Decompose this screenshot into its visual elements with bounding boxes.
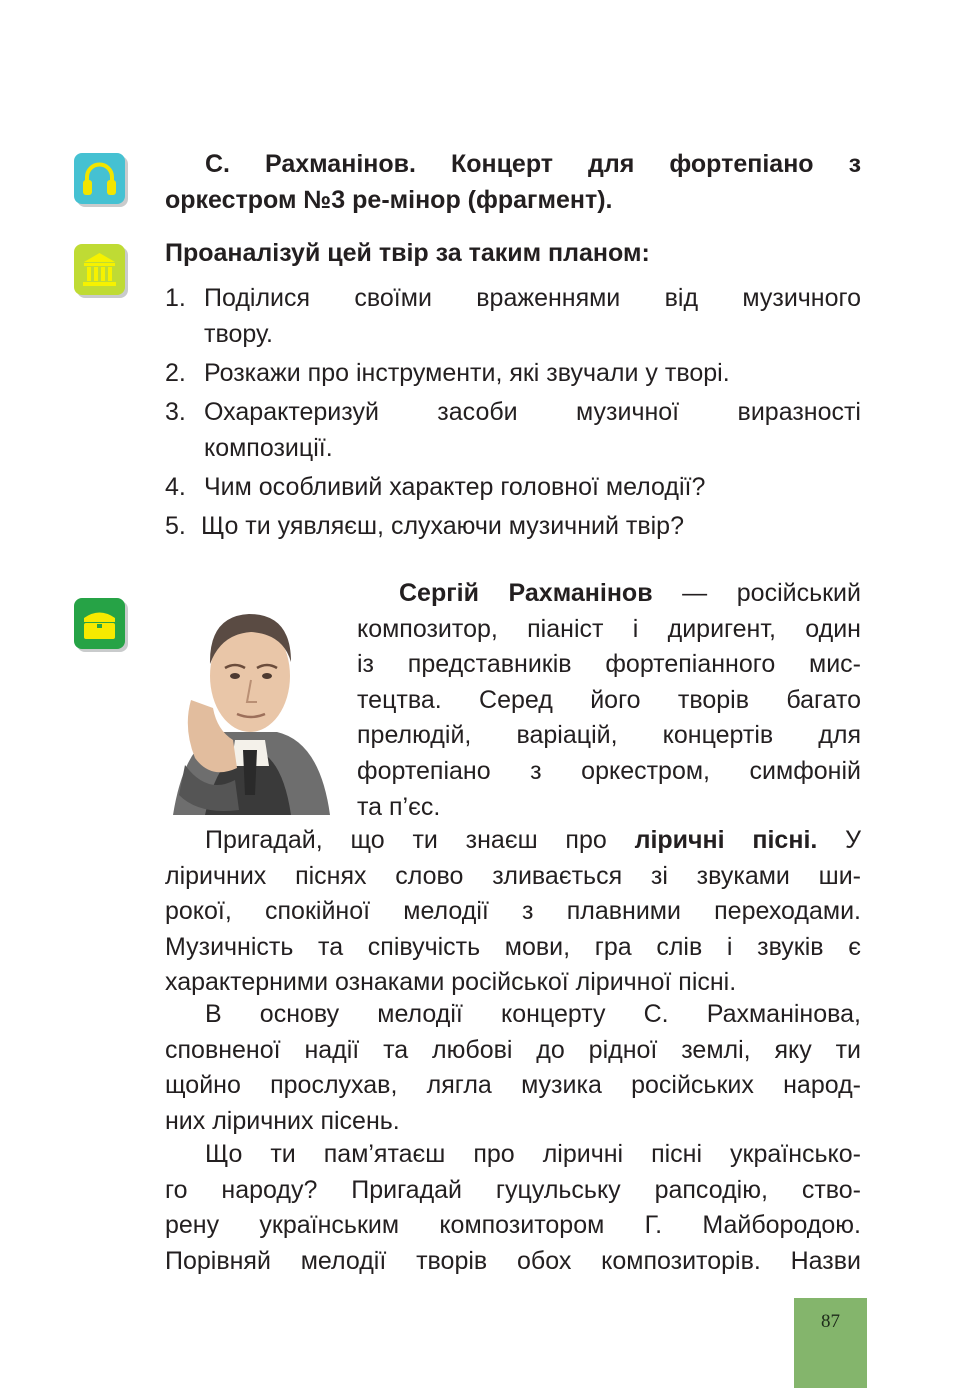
para2-line: В основу мелодії концерту С. Рахманінова, xyxy=(205,1000,861,1028)
list-item xyxy=(165,469,861,505)
para1-line: характерними ознаками російської ліричної пісні. xyxy=(165,968,737,997)
listening-heading xyxy=(165,146,861,218)
para1-line: Музичність та співучість мови, гра слів і звуків є xyxy=(165,932,861,961)
bio-line: прелюдій, варіацій, концертів для xyxy=(357,721,861,750)
heading-line-2: оркестром №3 ре-мінор (фрагмент). xyxy=(165,186,613,214)
item-number: 4. xyxy=(165,473,186,501)
para1-line-1 xyxy=(165,823,861,859)
lyrical-songs-term: ліричні пісні. xyxy=(634,826,818,854)
para3-line: Порівняй мелодії творів обох композиторів. Назви xyxy=(165,1246,861,1275)
page-number-box xyxy=(794,1298,867,1388)
list-item xyxy=(165,508,861,544)
paragraph-concert-melody xyxy=(165,997,861,1139)
bio-line-1 xyxy=(357,576,861,612)
para1-line-1-start: Пригадай, що ти знаєш про xyxy=(205,826,635,854)
paragraph-lyrical-songs xyxy=(165,823,861,1001)
para1-line: рокої, спокійної мелодії з плавними переходами. xyxy=(165,897,861,926)
para3-line: рену українським композитором Г. Майбородою. xyxy=(165,1211,861,1240)
item-text: Поділися своїми враженнями від музичного xyxy=(204,284,861,312)
heading-line-1: С. Рахманінов. Концерт для фортепіано з xyxy=(205,150,861,178)
plan-title: Проаналізуй цей твір за таким планом: xyxy=(165,239,650,267)
para2-line: сповненої надії та любові до рідної землі, яку ти xyxy=(165,1035,861,1064)
page-number: 87 xyxy=(821,1311,840,1332)
bio-line: композитор, піаніст і диригент, один xyxy=(357,614,861,643)
bio-line: із представників фортепіанного мис- xyxy=(357,650,861,679)
list-item xyxy=(165,355,861,391)
item-text: Чим особливий характер головної мелодії? xyxy=(204,473,706,501)
para2-line: щойно прослухав, лягла музика російських народ- xyxy=(165,1071,861,1100)
item-text: Охарактеризуй засоби музичної виразності xyxy=(204,398,861,426)
paragraph-ukrainian-songs xyxy=(165,1137,861,1279)
item-text-continued: композиції. xyxy=(204,434,333,462)
item-text: Розкажи про інструменти, які звучали у творі. xyxy=(204,359,730,387)
para2-line: них ліричних пісень. xyxy=(165,1106,400,1135)
para1-line: ліричних піснях слово зливається зі звуками ши- xyxy=(165,861,861,890)
museum-icon xyxy=(74,244,125,295)
headphones-icon xyxy=(74,153,125,204)
bio-line: та п’єс. xyxy=(357,792,441,821)
item-number: 3. xyxy=(165,398,186,426)
item-text: Що ти уявляєш, слухаючи музичний твір? xyxy=(201,512,684,540)
plan-list xyxy=(165,280,861,547)
list-item xyxy=(165,394,861,466)
para3-line: Що ти пам’ятаєш про ліричні пісні українсько- xyxy=(205,1140,861,1168)
para1-line-1-end: У xyxy=(817,826,862,854)
item-number: 1. xyxy=(165,284,186,312)
para3-line: го народу? Пригадай гуцульську рапсодію, ство- xyxy=(165,1175,861,1204)
item-text-continued: твору. xyxy=(204,320,273,348)
item-number: 5. xyxy=(165,512,186,540)
item-number: 2. xyxy=(165,359,186,387)
chest-icon xyxy=(74,598,125,649)
bio-line: тецтва. Серед його творів багато xyxy=(357,685,861,714)
biography-text xyxy=(357,576,861,825)
composer-name: Сергій Рахманінов xyxy=(399,579,653,607)
bio-line: фортепіано з оркестром, симфоній xyxy=(357,756,861,785)
bio-line-1-rest: — російський xyxy=(652,579,861,607)
rachmaninoff-portrait xyxy=(165,590,335,815)
list-item xyxy=(165,280,861,352)
